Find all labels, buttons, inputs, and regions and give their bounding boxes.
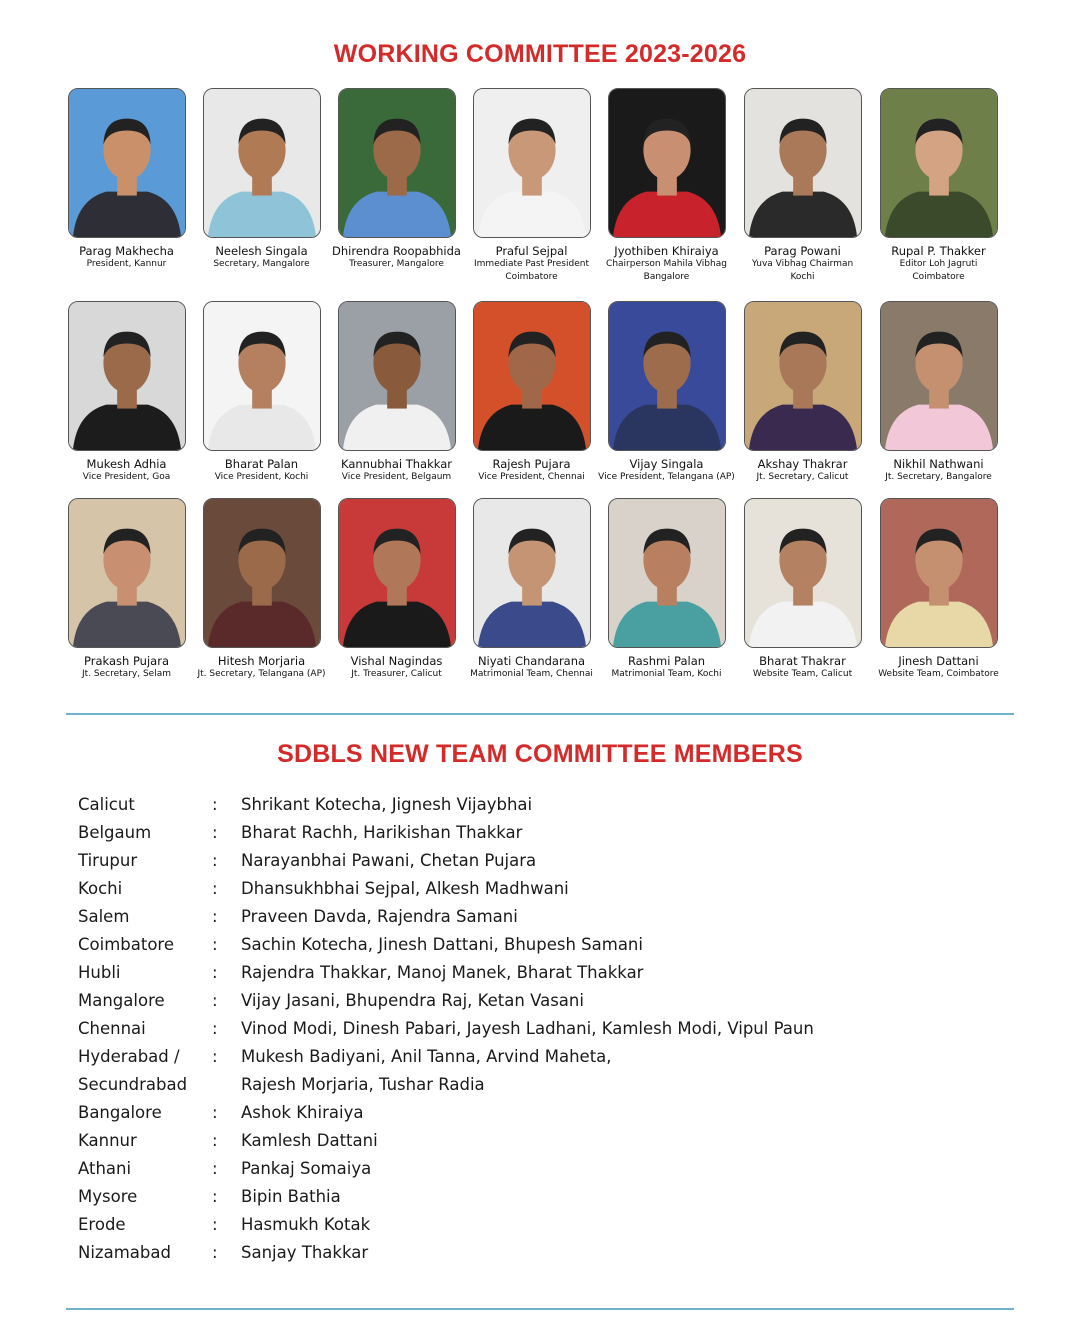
member-role: Vice President, Chennai xyxy=(478,472,585,482)
member-row xyxy=(78,1240,1018,1268)
member-photo xyxy=(744,301,862,451)
member-name: Parag Makhecha xyxy=(79,244,174,258)
member-card xyxy=(58,498,195,681)
member-names: Sachin Kotecha, Jinesh Dattani, Bhupesh Samani xyxy=(241,935,643,954)
member-role: Vice President, Goa xyxy=(82,472,171,482)
member-row xyxy=(78,1212,1018,1240)
member-photo xyxy=(608,88,726,238)
member-row xyxy=(78,1044,1018,1072)
separator-colon: : xyxy=(212,1243,218,1262)
member-name: Jinesh Dattani xyxy=(898,654,979,668)
member-row xyxy=(78,1072,1018,1100)
city-label: Secundrabad xyxy=(78,1075,188,1094)
separator-colon: : xyxy=(212,963,218,982)
separator-colon: : xyxy=(212,1159,218,1178)
member-card xyxy=(193,301,330,484)
member-name: Mukesh Adhia xyxy=(86,457,167,471)
member-row xyxy=(78,1184,1018,1212)
city-label: Athani xyxy=(78,1159,132,1178)
member-photo xyxy=(68,498,186,648)
member-name: Nikhil Nathwani xyxy=(893,457,984,471)
member-role: Secretary, Mangalore xyxy=(213,259,310,269)
member-row xyxy=(78,876,1018,904)
member-photo xyxy=(203,301,321,451)
member-names: Mukesh Badiyani, Anil Tanna, Arvind Maheta, xyxy=(241,1047,612,1066)
member-photo xyxy=(338,498,456,648)
member-card xyxy=(734,498,871,681)
member-name: Dhirendra Roopabhida xyxy=(332,244,461,258)
member-names: Dhansukhbhai Sejpal, Alkesh Madhwani xyxy=(241,879,569,898)
member-name: Jyothiben Khiraiya xyxy=(614,244,719,258)
member-photo xyxy=(744,88,862,238)
member-names: Pankaj Somaiya xyxy=(241,1159,372,1178)
member-names: Vijay Jasani, Bhupendra Raj, Ketan Vasani xyxy=(241,991,584,1010)
member-role: Coimbatore xyxy=(505,272,558,282)
member-card xyxy=(58,88,195,271)
member-role: Vice President, Kochi xyxy=(214,472,309,482)
member-role: Website Team, Coimbatore xyxy=(878,669,999,679)
member-name: Praful Sejpal xyxy=(495,244,568,258)
separator-colon: : xyxy=(212,823,218,842)
member-names: Rajesh Morjaria, Tushar Radia xyxy=(241,1075,485,1094)
member-card xyxy=(734,88,871,284)
member-names: Bharat Rachh, Harikishan Thakkar xyxy=(241,823,523,842)
member-role: Coimbatore xyxy=(912,272,965,282)
member-role: Jt. Treasurer, Calicut xyxy=(351,669,442,679)
city-label: Salem xyxy=(78,907,130,926)
member-role: Website Team, Calicut xyxy=(752,669,853,679)
member-photo xyxy=(203,88,321,238)
member-card xyxy=(193,88,330,271)
member-photo xyxy=(880,88,998,238)
member-role: Kochi xyxy=(790,272,815,282)
separator-colon: : xyxy=(212,851,218,870)
separator-colon: : xyxy=(212,1047,218,1066)
member-role: Matrimonial Team, Kochi xyxy=(611,669,722,679)
member-name: Vishal Nagindas xyxy=(350,654,443,668)
new-team-members-list xyxy=(78,792,1018,1268)
member-card xyxy=(598,88,735,284)
city-label: Kannur xyxy=(78,1131,137,1150)
member-role: Bangalore xyxy=(643,272,690,282)
member-name: Bharat Palan xyxy=(224,457,299,471)
member-card xyxy=(870,498,1007,681)
member-photo xyxy=(338,301,456,451)
member-photo xyxy=(473,88,591,238)
member-photo xyxy=(880,498,998,648)
member-role: Treasurer, Mangalore xyxy=(349,259,444,269)
city-label: Belgaum xyxy=(78,823,152,842)
member-card xyxy=(734,301,871,484)
city-label: Bangalore xyxy=(78,1103,162,1122)
new-team-title: SDBLS NEW TEAM COMMITTEE MEMBERS xyxy=(277,740,803,768)
member-card xyxy=(328,301,465,484)
member-name: Hitesh Morjaria xyxy=(217,654,306,668)
member-card xyxy=(58,301,195,484)
member-photo xyxy=(68,301,186,451)
member-row xyxy=(78,1128,1018,1156)
member-names: Vinod Modi, Dinesh Pabari, Jayesh Ladhani, Kamlesh Modi, Vipul Paun xyxy=(241,1019,814,1038)
member-names: Ashok Khiraiya xyxy=(241,1103,364,1122)
member-row xyxy=(78,960,1018,988)
member-row xyxy=(78,792,1018,820)
city-label: Tirupur xyxy=(78,851,138,870)
member-role: Vice President, Telangana (AP) xyxy=(598,472,735,482)
member-role: Matrimonial Team, Chennai xyxy=(470,669,593,679)
member-names: Rajendra Thakkar, Manoj Manek, Bharat Thakkar xyxy=(241,963,644,982)
member-name: Vijay Singala xyxy=(629,457,704,471)
member-name: Parag Powani xyxy=(764,244,841,258)
city-label: Nizamabad xyxy=(78,1243,171,1262)
member-names: Shrikant Kotecha, Jignesh Vijaybhai xyxy=(241,795,533,814)
member-role: Jt. Secretary, Bangalore xyxy=(885,472,992,482)
separator-colon: : xyxy=(212,1103,218,1122)
member-name: Rajesh Pujara xyxy=(492,457,571,471)
member-name: Bharat Thakrar xyxy=(759,654,846,668)
member-names: Kamlesh Dattani xyxy=(241,1131,378,1150)
member-card xyxy=(463,498,600,681)
member-card xyxy=(463,88,600,284)
member-photo xyxy=(608,301,726,451)
separator-colon: : xyxy=(212,1131,218,1150)
member-role: Vice President, Belgaum xyxy=(341,472,452,482)
member-role: Immediate Past President xyxy=(474,259,589,269)
member-photo xyxy=(203,498,321,648)
city-label: Hyderabad / xyxy=(78,1047,180,1066)
member-card xyxy=(328,498,465,681)
member-photo xyxy=(473,498,591,648)
member-role: Jt. Secretary, Telangana (AP) xyxy=(197,669,326,679)
member-row xyxy=(78,1016,1018,1044)
city-label: Mangalore xyxy=(78,991,165,1010)
separator-colon: : xyxy=(212,1019,218,1038)
member-row xyxy=(78,932,1018,960)
city-label: Coimbatore xyxy=(78,935,174,954)
working-committee-title: WORKING COMMITTEE 2023-2026 xyxy=(333,40,747,68)
city-label: Hubli xyxy=(78,963,121,982)
member-card xyxy=(328,88,465,271)
member-card xyxy=(193,498,330,681)
member-row xyxy=(78,848,1018,876)
member-row xyxy=(78,820,1018,848)
member-photo xyxy=(880,301,998,451)
separator-colon: : xyxy=(212,991,218,1010)
city-label: Kochi xyxy=(78,879,123,898)
bottom-divider xyxy=(66,1308,1014,1310)
member-names: Hasmukh Kotak xyxy=(241,1215,371,1234)
member-role: Jt. Secretary, Calicut xyxy=(756,472,849,482)
member-names: Narayanbhai Pawani, Chetan Pujara xyxy=(241,851,537,870)
member-row xyxy=(78,904,1018,932)
member-photo xyxy=(338,88,456,238)
member-role: Editor Loh Jagruti xyxy=(899,259,978,269)
member-role: Chairperson Mahila Vibhag xyxy=(606,259,727,269)
member-name: Neelesh Singala xyxy=(215,244,308,258)
member-role: President, Kannur xyxy=(86,259,167,269)
member-names: Bipin Bathia xyxy=(241,1187,341,1206)
member-names: Praveen Davda, Rajendra Samani xyxy=(241,907,518,926)
member-role: Yuva Vibhag Chairman xyxy=(751,259,854,269)
member-photo xyxy=(608,498,726,648)
member-row xyxy=(78,1156,1018,1184)
city-label: Calicut xyxy=(78,795,135,814)
member-name: Niyati Chandarana xyxy=(477,654,586,668)
separator-colon: : xyxy=(212,1187,218,1206)
member-card xyxy=(870,301,1007,484)
member-card xyxy=(463,301,600,484)
member-name: Rashmi Palan xyxy=(627,654,706,668)
member-name: Prakash Pujara xyxy=(84,654,169,668)
member-name: Akshay Thakrar xyxy=(757,457,848,471)
member-names: Sanjay Thakkar xyxy=(241,1243,369,1262)
city-label: Chennai xyxy=(78,1019,146,1038)
member-photo xyxy=(473,301,591,451)
separator-colon: : xyxy=(212,935,218,954)
separator-colon: : xyxy=(212,1215,218,1234)
member-card xyxy=(870,88,1007,284)
member-role: Jt. Secretary, Selam xyxy=(82,669,171,679)
member-row xyxy=(78,1100,1018,1128)
member-name: Kannubhai Thakkar xyxy=(341,457,452,471)
member-name: Rupal P. Thakker xyxy=(891,244,986,258)
member-card xyxy=(598,301,735,484)
separator-colon: : xyxy=(212,879,218,898)
member-row xyxy=(78,988,1018,1016)
section-divider xyxy=(66,713,1014,715)
city-label: Erode xyxy=(78,1215,126,1234)
member-photo xyxy=(744,498,862,648)
separator-colon: : xyxy=(212,907,218,926)
member-photo xyxy=(68,88,186,238)
city-label: Mysore xyxy=(78,1187,138,1206)
separator-colon: : xyxy=(212,795,218,814)
member-card xyxy=(598,498,735,681)
